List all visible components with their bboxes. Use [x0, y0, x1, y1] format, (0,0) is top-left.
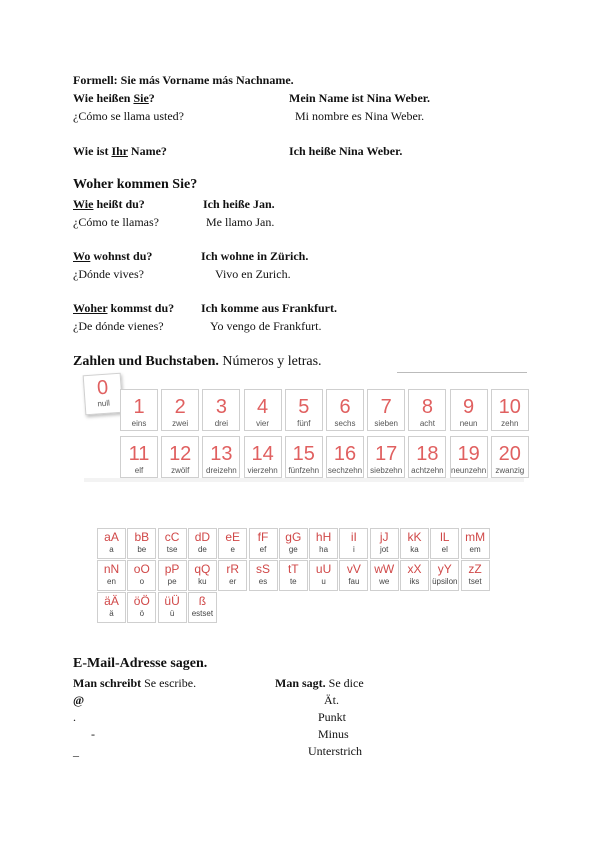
number-card-11	[120, 436, 158, 478]
number-card-16	[326, 436, 364, 478]
letter-glyph: xX	[407, 562, 422, 576]
letter-pronunciation: ef	[259, 545, 267, 554]
letter-glyph: gG	[285, 530, 302, 544]
email-say-underscore: Unterstrich	[308, 744, 362, 758]
number-word: acht	[419, 419, 435, 428]
number-digit: 3	[215, 396, 227, 418]
number-word: siebzehn	[370, 466, 403, 475]
number-word: zwölf	[171, 466, 190, 475]
number-card-15	[285, 436, 323, 478]
letter-card-8	[339, 528, 368, 559]
informal-answer-2-es: Vivo en Zurich.	[215, 267, 291, 281]
letter-pronunciation: e	[230, 545, 235, 554]
letter-glyph: mM	[465, 530, 486, 544]
letter-card-19	[279, 560, 308, 591]
number-card-19	[450, 436, 488, 478]
letter-glyph: ß	[198, 594, 207, 608]
number-card-9	[450, 389, 488, 431]
numbers-heading	[73, 354, 322, 370]
number-card-10	[491, 389, 529, 431]
email-symbol-underscore: _	[73, 744, 79, 758]
informal-answer-3: Ich komme aus Frankfurt.	[201, 301, 338, 315]
letter-pronunciation: ä	[109, 609, 114, 618]
letter-card-23	[400, 560, 429, 591]
letter-card-27	[127, 592, 156, 623]
letter-pronunciation: te	[289, 577, 297, 586]
col1-plain: Se escribe.	[141, 676, 197, 690]
letter-glyph: iI	[350, 530, 357, 544]
number-card-8	[408, 389, 446, 431]
number-digit: 11	[128, 443, 150, 465]
letter-glyph: nN	[103, 562, 120, 576]
formal-answer-1: Mein Name ist Nina Weber.	[289, 91, 430, 105]
letter-card-20	[309, 560, 338, 591]
letter-pronunciation: fau	[348, 577, 360, 586]
number-word: null	[97, 398, 111, 409]
informal-answer-2: Ich wohne in Zürich.	[201, 249, 309, 263]
number-card-7	[367, 389, 405, 431]
number-word: fünfzehn	[288, 466, 320, 475]
number-digit: 6	[339, 396, 351, 418]
number-card-12	[161, 436, 199, 478]
letter-pronunciation: ü	[169, 609, 175, 618]
letter-card-22	[370, 560, 399, 591]
number-card-18	[408, 436, 446, 478]
letter-pronunciation: tse	[166, 545, 178, 554]
letter-card-25	[461, 560, 490, 591]
number-digit: 9	[463, 396, 475, 418]
letter-pronunciation: es	[258, 577, 268, 586]
iq3-underlined: Woher	[73, 301, 108, 315]
letter-card-29	[188, 592, 217, 623]
number-word: fünf	[297, 419, 311, 428]
letter-pronunciation: o	[139, 577, 145, 586]
number-word: dreizehn	[206, 466, 237, 475]
letter-glyph: wW	[374, 562, 395, 576]
letter-pronunciation: üpsilon	[432, 577, 458, 586]
letter-glyph: pP	[164, 562, 180, 576]
letter-card-9	[370, 528, 399, 559]
letter-card-26	[97, 592, 126, 623]
number-card-5	[285, 389, 323, 431]
letter-card-21	[339, 560, 368, 591]
col2-plain: Se dice	[325, 676, 364, 690]
number-word: elf	[134, 466, 144, 475]
iq2-rest: wohnst du?	[90, 249, 153, 263]
letter-card-15	[158, 560, 187, 591]
letter-glyph: cC	[164, 530, 180, 544]
number-word: zwei	[172, 419, 189, 428]
letter-pronunciation: en	[107, 577, 116, 586]
informal-question-1	[73, 197, 145, 212]
q2-underlined: Ihr	[111, 144, 128, 158]
number-digit: 8	[421, 396, 433, 418]
number-word: zwanzig	[495, 466, 525, 475]
letter-pronunciation: el	[441, 545, 448, 554]
letter-glyph: sS	[255, 562, 270, 576]
letter-glyph: vV	[346, 562, 361, 576]
letter-pronunciation: jot	[379, 545, 389, 554]
formal-answer-1-es: Mi nombre es Nina Weber.	[295, 109, 425, 123]
letter-card-13	[97, 560, 126, 591]
letter-card-28	[158, 592, 187, 623]
number-digit: 15	[292, 443, 315, 465]
email-col2-header	[275, 676, 364, 691]
letter-glyph: rR	[226, 562, 240, 576]
letter-card-10	[400, 528, 429, 559]
number-card-14	[244, 436, 282, 478]
letter-pronunciation: u	[321, 577, 326, 586]
number-card-4	[244, 389, 282, 431]
number-digit: 10	[498, 396, 521, 418]
number-digit: 18	[416, 443, 439, 465]
number-word: achtzehn	[411, 466, 444, 475]
informal-question-2	[73, 249, 152, 264]
letter-card-4	[218, 528, 247, 559]
letter-card-24	[430, 560, 459, 591]
number-word: neunzehn	[451, 466, 487, 475]
letter-card-11	[430, 528, 459, 559]
formal-question-1-es: ¿Cómo se llama usted?	[73, 109, 184, 123]
letter-glyph: uU	[315, 562, 332, 576]
letter-glyph: üÜ	[164, 594, 180, 608]
letter-card-5	[249, 528, 278, 559]
letter-card-3	[188, 528, 217, 559]
number-card-2	[161, 389, 199, 431]
number-word: sechs	[334, 419, 356, 428]
letter-card-18	[249, 560, 278, 591]
number-word: drei	[214, 419, 229, 428]
number-card-13	[202, 436, 240, 478]
letter-pronunciation: i	[353, 545, 355, 554]
number-digit: 17	[375, 443, 398, 465]
number-card-3	[202, 389, 240, 431]
number-digit: 20	[498, 443, 521, 465]
number-word: eins	[131, 419, 147, 428]
q1-underlined: Sie	[133, 91, 149, 105]
number-word: vier	[256, 419, 270, 428]
iq3-rest: kommst du?	[107, 301, 175, 315]
letter-glyph: yY	[437, 562, 452, 576]
informal-question-3	[73, 301, 174, 316]
letter-card-0	[97, 528, 126, 559]
numbers-heading-plain: Números y letras.	[218, 354, 322, 369]
letter-glyph: öÖ	[133, 594, 150, 608]
email-symbol-dot: .	[73, 710, 76, 724]
letter-pronunciation: we	[379, 577, 390, 586]
letter-glyph: fF	[257, 530, 269, 544]
number-card-1	[120, 389, 158, 431]
letter-card-12	[461, 528, 490, 559]
number-word: vierzehn	[247, 466, 278, 475]
letter-pronunciation: pe	[167, 577, 177, 586]
number-digit: 13	[210, 443, 233, 465]
number-word: sechzehn	[327, 466, 363, 475]
email-col1-header	[73, 676, 196, 691]
number-card-17	[367, 436, 405, 478]
informal-question-3-es: ¿De dónde vienes?	[73, 319, 164, 333]
formal-label: Formell: Sie más Vorname más Nachname.	[73, 73, 294, 87]
number-digit: 16	[333, 443, 357, 465]
letter-glyph: lL	[440, 530, 450, 544]
letter-glyph: hH	[315, 530, 332, 544]
email-symbol-at: @	[73, 693, 85, 707]
letter-glyph: tT	[287, 562, 299, 576]
col1-bold: Man schreibt	[73, 676, 142, 690]
number-card-0	[83, 373, 124, 416]
number-digit: 5	[298, 396, 310, 418]
letter-pronunciation: de	[197, 545, 207, 554]
informal-answer-1-es: Me llamo Jan.	[206, 215, 275, 229]
letter-pronunciation: ku	[198, 577, 207, 586]
informal-answer-1: Ich heiße Jan.	[203, 197, 275, 211]
email-say-at: Ät.	[324, 693, 339, 707]
number-digit: 1	[133, 396, 145, 418]
number-digit: 19	[457, 443, 480, 465]
letter-glyph: oO	[133, 562, 150, 576]
q1-pre: Wie heißen	[73, 91, 134, 105]
number-digit: 4	[257, 396, 269, 418]
number-digit: 2	[174, 396, 186, 418]
q2-post: Name?	[127, 144, 167, 158]
letter-pronunciation: ha	[319, 545, 329, 554]
letter-card-6	[279, 528, 308, 559]
q2-pre: Wie ist	[73, 144, 112, 158]
letter-glyph: zZ	[468, 562, 482, 576]
email-heading: E-Mail-Adresse sagen.	[73, 656, 208, 671]
letter-pronunciation: em	[469, 545, 481, 554]
col2-bold: Man sagt.	[275, 676, 326, 690]
letter-pronunciation: er	[229, 577, 237, 586]
letter-pronunciation: estset	[191, 609, 214, 618]
iq2-underlined: Wo	[73, 249, 91, 263]
iq1-rest: heißt du?	[93, 197, 145, 211]
letter-glyph: kK	[407, 530, 422, 544]
email-say-dot: Punkt	[318, 710, 347, 724]
number-digit: 7	[380, 396, 392, 418]
letter-glyph: bB	[134, 530, 150, 544]
letter-pronunciation: iks	[409, 577, 420, 586]
informal-answer-3-es: Yo vengo de Frankfurt.	[210, 319, 322, 333]
letter-glyph: dD	[194, 530, 211, 544]
letter-card-17	[218, 560, 247, 591]
letter-pronunciation: ka	[410, 545, 419, 554]
formal-answer-2: Ich heiße Nina Weber.	[289, 144, 403, 158]
numbers-heading-bold: Zahlen und Buchstaben.	[73, 354, 219, 369]
letter-card-16	[188, 560, 217, 591]
formal-question-1	[73, 91, 155, 106]
number-digit: 14	[251, 443, 274, 465]
letter-card-2	[158, 528, 187, 559]
formal-question-2	[73, 144, 167, 159]
letter-card-14	[127, 560, 156, 591]
number-digit: 12	[169, 443, 192, 465]
letter-glyph: jJ	[379, 530, 389, 544]
letter-pronunciation: a	[109, 545, 114, 554]
letter-glyph: eE	[225, 530, 241, 544]
letter-pronunciation: be	[137, 545, 147, 554]
number-word: zehn	[501, 419, 519, 428]
letter-card-1	[127, 528, 156, 559]
number-card-20	[491, 436, 529, 478]
letter-glyph: qQ	[194, 562, 211, 576]
number-word: sieben	[374, 419, 398, 428]
number-digit: 0	[96, 376, 109, 400]
informal-question-2-es: ¿Dónde vives?	[73, 267, 144, 281]
number-card-6	[326, 389, 364, 431]
letter-pronunciation: ö	[139, 609, 145, 618]
letter-pronunciation: ge	[288, 545, 298, 554]
email-symbol-minus: -	[91, 727, 95, 741]
letter-glyph: aA	[104, 530, 119, 544]
informal-question-1-es: ¿Cómo te llamas?	[73, 215, 159, 229]
email-say-minus: Minus	[318, 727, 349, 741]
number-cards-shadow	[84, 478, 524, 482]
number-word: neun	[459, 419, 478, 428]
iq1-underlined: Wie	[73, 197, 94, 211]
divider-line	[397, 372, 527, 374]
q1-post: ?	[148, 91, 155, 105]
letter-glyph: äÄ	[104, 594, 119, 608]
letter-card-7	[309, 528, 338, 559]
letter-pronunciation: tset	[468, 577, 482, 586]
informal-heading: Woher kommen Sie?	[73, 177, 198, 192]
